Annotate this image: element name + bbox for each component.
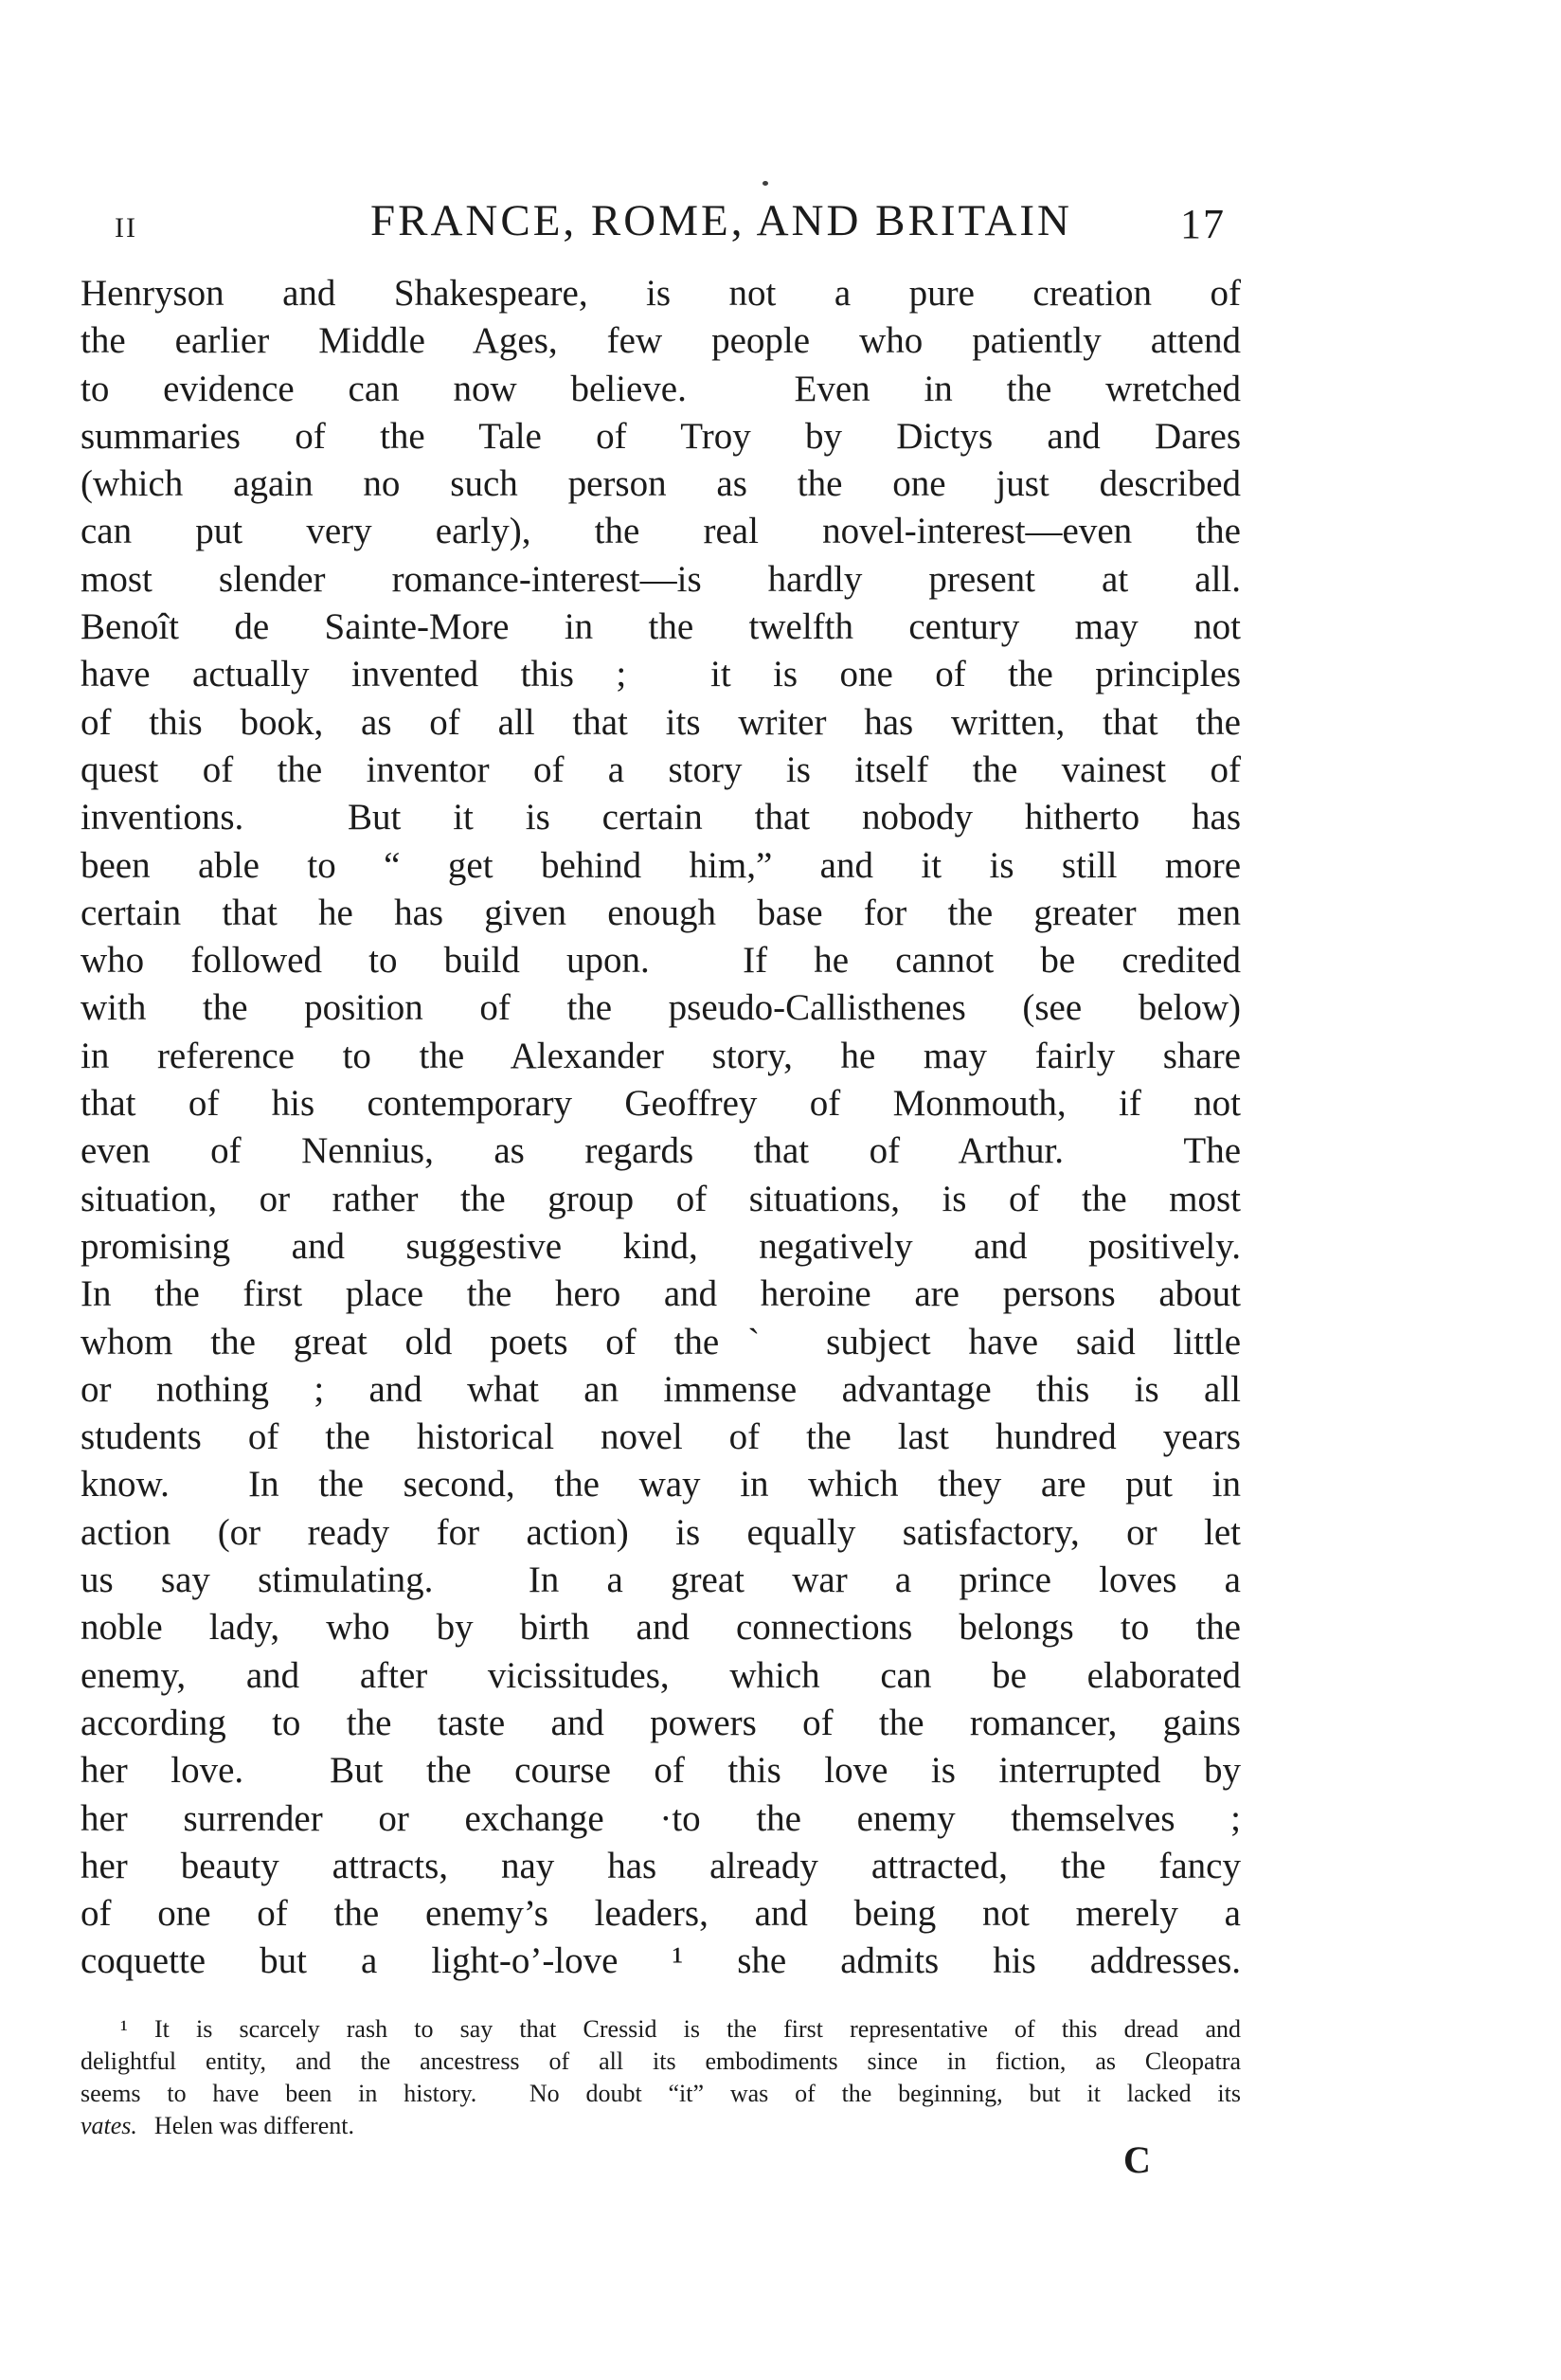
body-line: who followed to build upon. If he cannot be credited [81, 940, 1241, 982]
footnote-line [81, 2110, 1241, 2142]
body-line: students of the historical novel of the last hundred years [81, 1416, 1241, 1458]
body-line: action (or ready for action) is equally satisfactory, or let [81, 1511, 1241, 1553]
body-line: certain that he has given enough base for the greater men [81, 892, 1241, 933]
body-line: promising and suggestive kind, negatively and positively. [81, 1225, 1241, 1267]
body-line: her love. But the course of this love is interrupted by [81, 1750, 1241, 1792]
body-line: to evidence can now believe. Even in the wretched [81, 368, 1241, 409]
body-line: her surrender or exchange ·to the enemy themselves ; [81, 1797, 1241, 1839]
footnote-line: seems to have been in history. No doubt “it” was of the beginning, but it lacked its [81, 2080, 1241, 2107]
body-line: even of Nennius, as regards that of Arthur. The [81, 1130, 1241, 1172]
body-line: of one of the enemy’s leaders, and being not merely a [81, 1893, 1241, 1935]
body-line: that of his contemporary Geoffrey of Monmouth, if not [81, 1083, 1241, 1125]
body-text [81, 270, 1241, 1986]
body-line: or nothing ; and what an immense advantage this is all [81, 1368, 1241, 1410]
body-line: (which again no such person as the one just described [81, 463, 1241, 505]
body-line: in reference to the Alexander story, he may fairly share [81, 1035, 1241, 1076]
body-line: most slender romance-interest—is hardly present at all. [81, 558, 1241, 600]
body-line: quest of the inventor of a story is itself the vainest of [81, 748, 1241, 790]
running-title-wrap [81, 196, 1241, 247]
chapter-numeral: II [115, 212, 137, 243]
body-line: enemy, and after vicissitudes, which can be elaborated [81, 1654, 1241, 1696]
body-line: whom the great old poets of theˋ subject have said little [81, 1321, 1241, 1362]
running-title: FRANCE, ROME, AND BRITAIN [369, 196, 1073, 245]
footnote-line-rest: Helen was different. [153, 2112, 354, 2139]
body-line: inventions. But it is certain that nobody hitherto has [81, 797, 1241, 838]
footnote [81, 2013, 1241, 2142]
body-line: In the first place the hero and heroine are persons about [81, 1273, 1241, 1315]
body-line: Henryson and Shakespeare, is not a pure creation of [81, 273, 1241, 314]
footnote-italic-word: vates. [81, 2112, 137, 2139]
body-line: have actually invented this ; it is one of the principles [81, 654, 1241, 695]
body-line: summaries of the Tale of Troy by Dictys and Dares [81, 415, 1241, 457]
body-line: of this book, as of all that its writer has written, that the [81, 701, 1241, 743]
body-line: the earlier Middle Ages, few people who patiently attend [81, 320, 1241, 362]
body-line: situation, or rather the group of situations, is of the most [81, 1178, 1241, 1219]
body-line: her beauty attracts, nay has already attracted, the fancy [81, 1845, 1241, 1886]
signature-mark: C [1123, 2138, 1151, 2181]
page-number: 17 [1180, 201, 1226, 247]
body-line: according to the taste and powers of the romancer, gains [81, 1702, 1241, 1743]
body-line: Benoît de Sainte-More in the twelfth century may not [81, 606, 1241, 648]
body-line: know. In the second, the way in which they are put in [81, 1464, 1241, 1506]
body-line: been able to “ get behind him,” and it is still more [81, 844, 1241, 886]
body-line: with the position of the pseudo-Callisthenes (see below) [81, 987, 1241, 1029]
body-line: coquette but a light-o’-love ¹ she admits his addresses. [81, 1940, 1241, 1982]
body-line: can put very early), the real novel-interest—even the [81, 511, 1241, 552]
body-line: noble lady, who by birth and connections belongs to the [81, 1607, 1241, 1649]
scan-speck [763, 181, 768, 186]
body-line: us say stimulating. In a great war a prince loves a [81, 1560, 1241, 1601]
footnote-line: delightful entity, and the ancestress of all its embodiments since in fiction, as Cleopatra [81, 2047, 1241, 2075]
footnote-line: ¹ It is scarcely rash to say that Cressid is the first representative of this dread and [120, 2015, 1241, 2043]
